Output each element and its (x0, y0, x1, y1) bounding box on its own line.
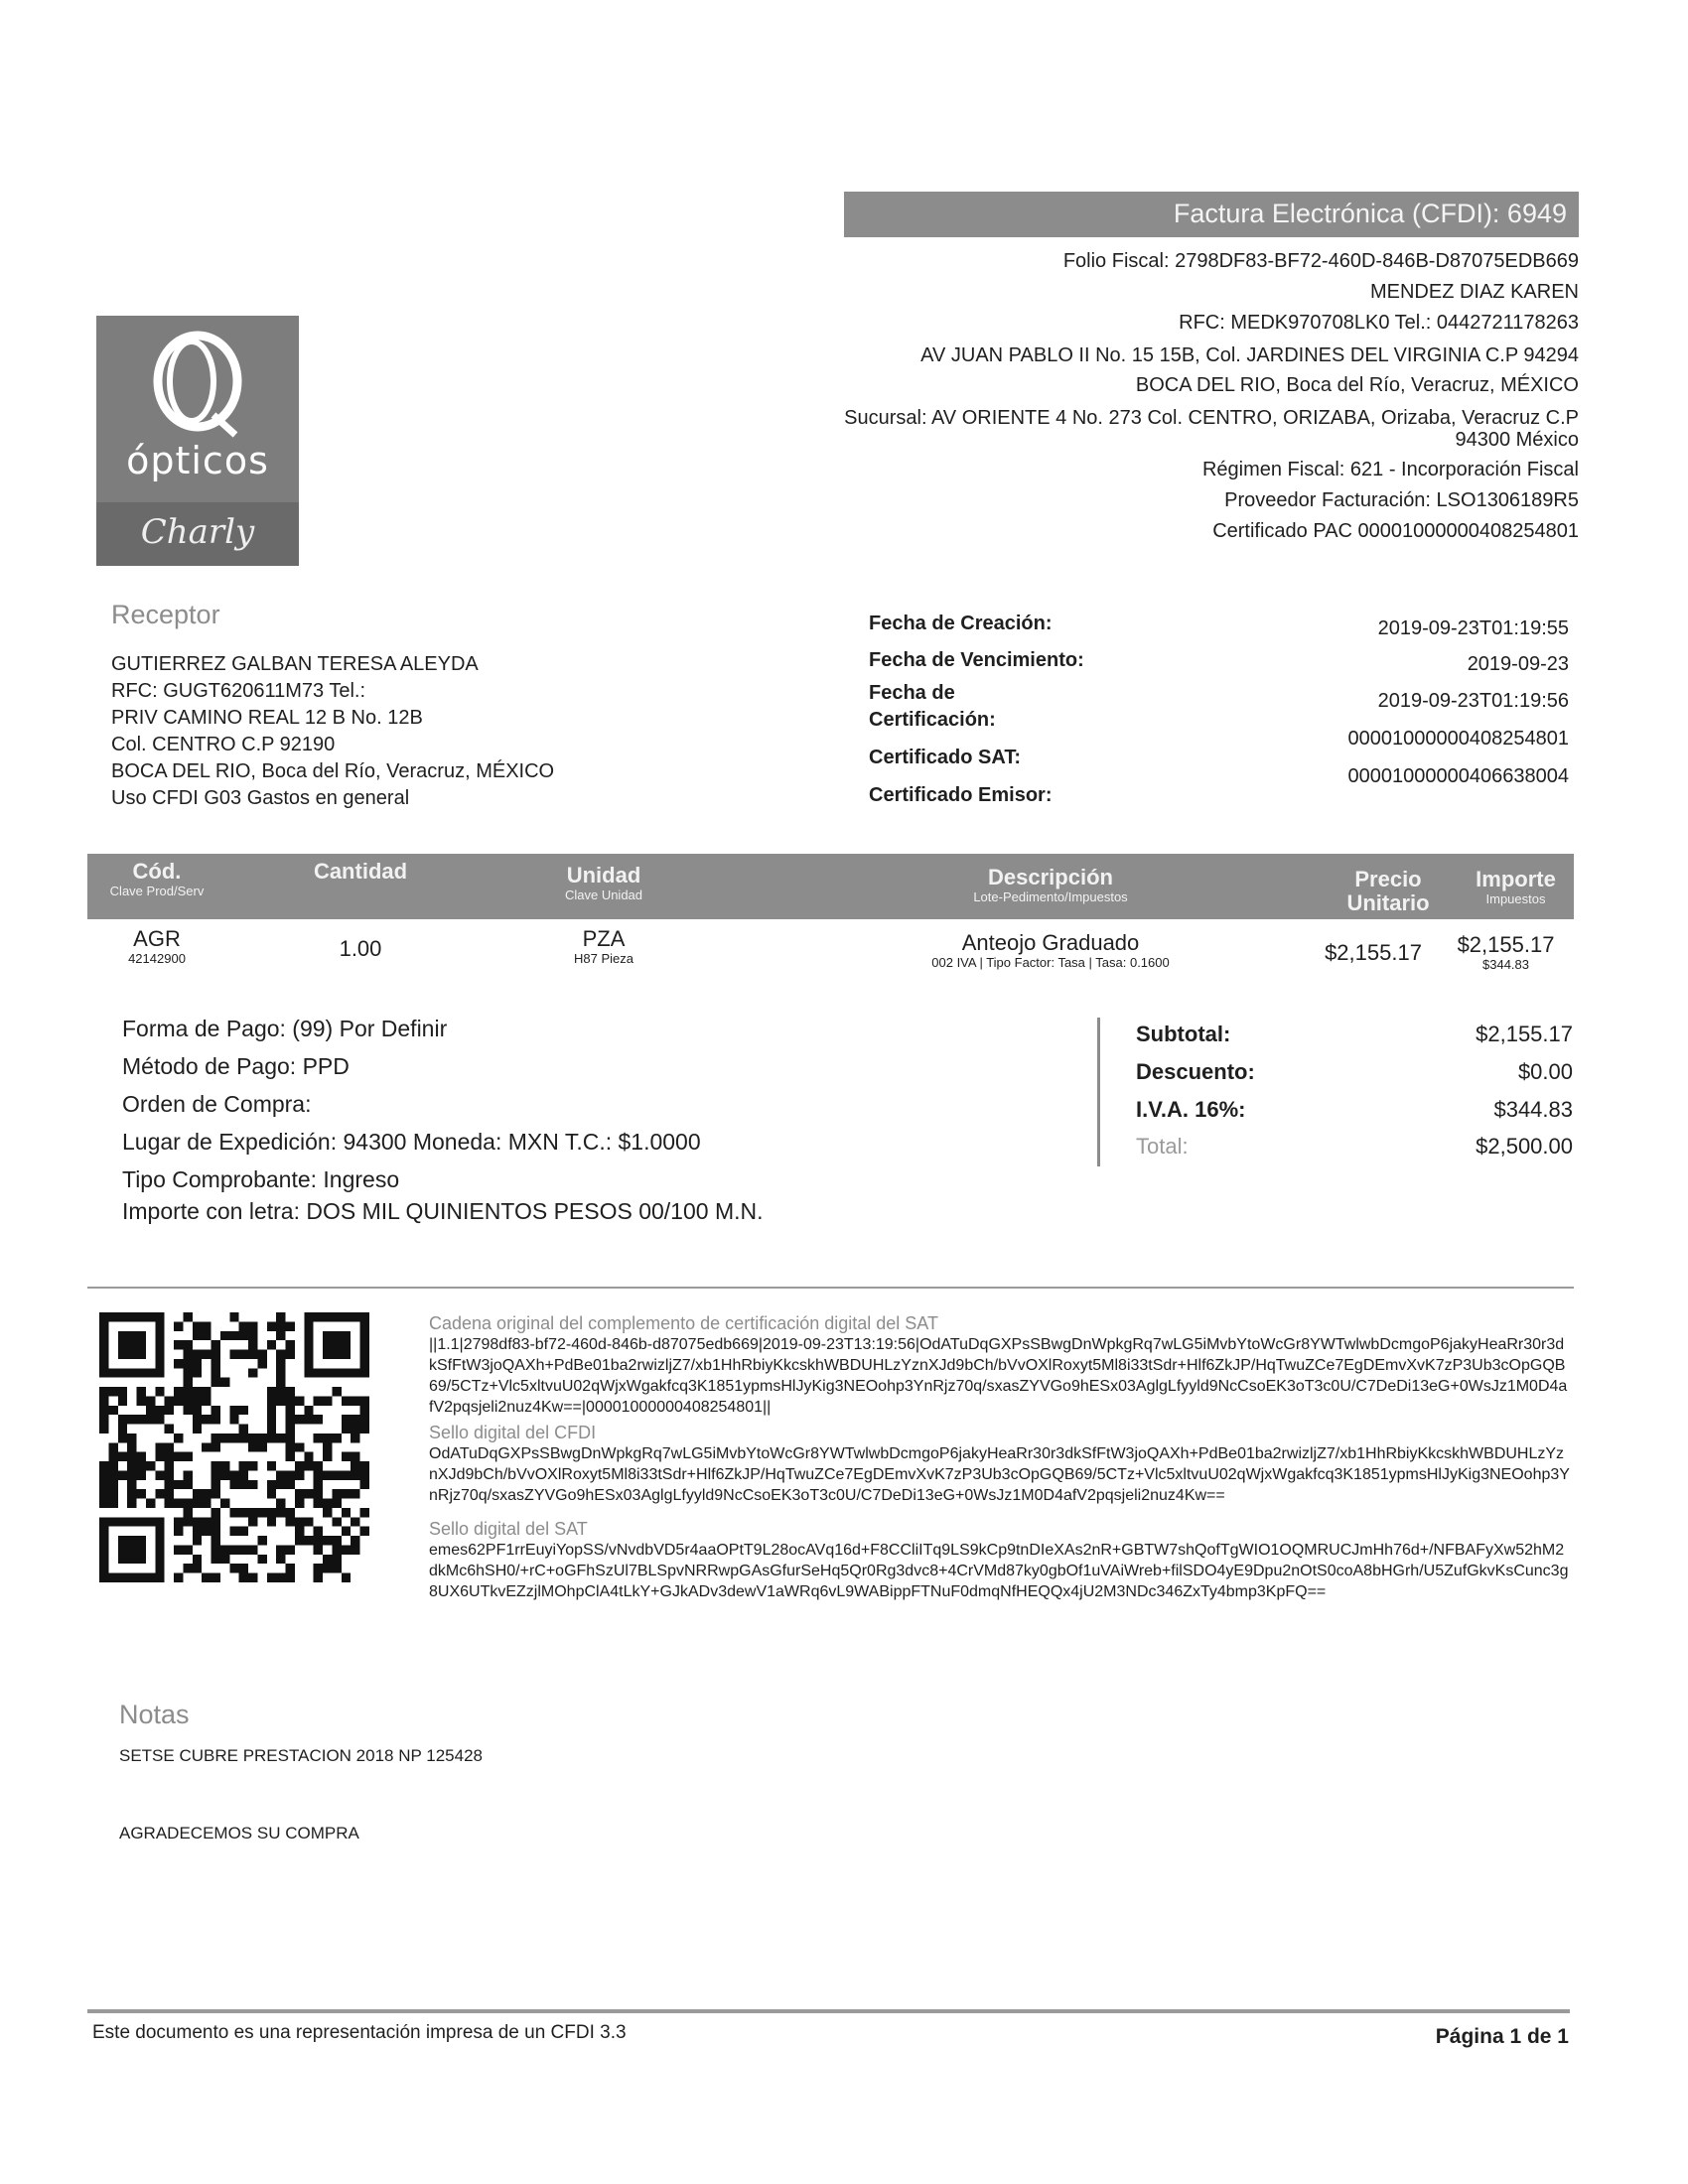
logo-mark-icon (96, 316, 299, 445)
invoice-title-bar (844, 192, 1579, 237)
qr-code (99, 1312, 369, 1582)
total-value: $2,500.00 (1476, 1134, 1573, 1159)
label-certificado-emisor: Certificado Emisor: (869, 784, 1053, 806)
label-certificado-sat: Certificado SAT: (869, 747, 1021, 768)
issuer-rfc: RFC: MEDK970708LK0 Tel.: 0442721178263 (1179, 312, 1579, 334)
receptor-label: Receptor (111, 600, 220, 629)
receptor-name: GUTIERREZ GALBAN TERESA ALEYDA (111, 653, 479, 675)
note-line-2: AGRADECEMOS SU COMPRA (119, 1824, 359, 1843)
value-fecha-certificacion: 2019-09-23T01:19:56 (1377, 690, 1569, 712)
issuer-name: MENDEZ DIAZ KAREN (1369, 281, 1579, 303)
th-unidad-sub: Clave Unidad (564, 887, 643, 902)
descuento-label: Descuento: (1136, 1059, 1255, 1084)
th-importe-label: Importe (1476, 867, 1556, 891)
th-precio (1319, 868, 1458, 915)
receptor-colonia: Col. CENTRO C.P 92190 (111, 734, 336, 755)
receptor-uso-cfdi: Uso CFDI G03 Gastos en general (111, 787, 410, 809)
lugar-expedicion: Lugar de Expedición: 94300 Moneda: MXN T.C.: $1.0000 (122, 1129, 701, 1155)
importe-letra: Importe con letra: DOS MIL QUINIENTOS PESOS 00/100 M.N. (122, 1198, 764, 1224)
page-number: Página 1 de 1 (1435, 2025, 1569, 2048)
issuer-info (824, 246, 1579, 547)
label-fecha-creacion: Fecha de Creación: (869, 613, 1053, 634)
th-cantidad (286, 860, 435, 884)
td-precio-value: $2,155.17 (1325, 940, 1422, 965)
total-label: Total: (1136, 1134, 1189, 1159)
descuento-value: $0.00 (1517, 1059, 1573, 1084)
issuer-proveedor: Proveedor Facturación: LSO1306189R5 (1224, 489, 1579, 511)
value-fecha-vencimiento: 2019-09-23 (1467, 653, 1569, 675)
notes-label: Notas (119, 1700, 190, 1729)
payment-info (122, 1013, 764, 1227)
td-importe-impuestos: $344.83 (1482, 957, 1529, 972)
date-values (1348, 615, 1569, 790)
metodo-pago: Método de Pago: PPD (122, 1053, 350, 1079)
note-line-1: SETSE CUBRE PRESTACION 2018 NP 125428 (119, 1746, 483, 1765)
digital-seals (429, 1312, 1571, 1606)
footer-text: Este documento es una representación impresa de un CFDI 3.3 (92, 2022, 627, 2043)
label-fecha-certificacion-2: Certificación: (869, 709, 996, 731)
th-cantidad-label: Cantidad (313, 859, 408, 884)
footer-divider (87, 2009, 1570, 2013)
items-table-header (87, 854, 1574, 919)
td-importe-value: $2,155.17 (1457, 932, 1555, 957)
section-divider (87, 1287, 1574, 1289)
table-row (87, 927, 1574, 991)
td-cod-value: AGR (133, 926, 181, 951)
subtotal-label: Subtotal: (1136, 1022, 1231, 1046)
forma-pago: Forma de Pago: (99) Por Definir (122, 1016, 448, 1041)
value-certificado-emisor: 00001000000406638004 (1347, 765, 1569, 787)
cadena-original-label: Cadena original del complemento de certificación digital del SAT (429, 1313, 938, 1333)
totals-box (1097, 1018, 1577, 1166)
iva-value: $344.83 (1493, 1097, 1573, 1122)
sello-sat: emes62PF1rrEuyiYopSS/vNvdbVD5r4aaOPtT9L28ocAVq16d+F8CCliITq9LS9kCp9tnDIeXAs2nR+GBTW7shQofTgWIO1OQMRUCJmHh76d+/NFBAFyXw52hM2dkMc6hSH0/+rC+oGFhSzUl7BLSpvNRRwpGAsGfurSeHq5Qr0Rg3dvc8+4CrVMd87ky0gbOf1uVAiWreb+filSDO4yE9Dpu2nOtS0coA8bHGrh/U5ZufGkvKsCunc3g8UX6UTkvEZzjlMOhpClA4tLkY+GJkADv3dewV1aWRq6vL9WABippFTNuF0dmqNfHEQQx4jU2M3NDc346ZxTy4bmp3KpFQ== (429, 1542, 1569, 1600)
sello-cfdi: OdATuDqGXPsSBwgDnWpkgRq7wLG5iMvbYtoWcGr8YWTwlwbDcmgoP6jakyHeaRr30r3dkSfFtW3joQAXh+PdBe01ba2rwizljZ7/xb1HhRbiyKkcskhWBDUHLzYznXJd9bCh/bVvOXlRoxyt5Ml8i33tSdr+Hlf6ZkJP/HqTwuZCe7EgDEmvXvK7zP3Ub3cOpGQB69/5CTz+Vlc5xltvuU02qWjxWgakfcq3K1851ypmsHlJyKig3NEOohp3YnRjz70q/sxasZYVGo9hESx03AglgLfyyld9NcCsoEK3oT3c0U/C7DeDi13eG+0WsJz1M0D4afV2pqsjeli2nuz4Kw== (429, 1445, 1570, 1504)
td-unidad-value: PZA (582, 926, 626, 951)
iva-label: I.V.A. 16%: (1136, 1097, 1246, 1122)
issuer-address: AV JUAN PABLO II No. 15 15B, Col. JARDINES DEL VIRGINIA C.P 94294 (920, 344, 1579, 366)
issuer-certificado-pac: Certificado PAC 00001000000408254801 (1212, 520, 1579, 542)
receptor-rfc: RFC: GUGT620611M73 Tel.: (111, 680, 366, 702)
issuer-city: BOCA DEL RIO, Boca del Río, Veracruz, MÉXICO (1135, 374, 1579, 396)
th-cod-label: Cód. (132, 859, 182, 884)
receptor-info (111, 651, 554, 812)
th-precio-label-1: Precio (1354, 867, 1422, 891)
th-descripcion (852, 866, 1249, 904)
td-clave-value: 42142900 (128, 951, 186, 966)
sello-cfdi-label: Sello digital del CFDI (429, 1423, 597, 1442)
tipo-comprobante: Tipo Comprobante: Ingreso (122, 1166, 400, 1192)
th-importe (1458, 868, 1574, 906)
issuer-regimen: Régimen Fiscal: 621 - Incorporación Fiscal (1201, 459, 1579, 480)
issuer-sucursal: Sucursal: AV ORIENTE 4 No. 273 Col. CENTRO, ORIZABA, Orizaba, Veracruz C.P 94300 México (844, 407, 1579, 451)
th-cod (87, 860, 226, 898)
receptor-address: PRIV CAMINO REAL 12 B No. 12B (111, 707, 423, 729)
label-fecha-certificacion-1: Fecha de (869, 682, 955, 704)
td-descripcion (802, 931, 1299, 970)
value-fecha-creacion: 2019-09-23T01:19:55 (1377, 617, 1569, 639)
td-cantidad (286, 937, 435, 961)
td-cantidad-value: 1.00 (339, 936, 382, 961)
td-precio (1299, 941, 1448, 965)
label-fecha-vencimiento: Fecha de Vencimiento: (869, 649, 1084, 671)
value-certificado-sat: 00001000000408254801 (1347, 728, 1569, 750)
td-cod (87, 927, 226, 966)
td-impuestos-value: 002 IVA | Tipo Factor: Tasa | Tasa: 0.1600 (931, 955, 1170, 970)
logo-brand-text: ópticos (126, 439, 269, 482)
th-unidad (494, 864, 713, 902)
td-unidad (494, 927, 713, 966)
td-clave-unidad-value: H87 Pieza (574, 951, 633, 966)
date-labels (869, 611, 1084, 809)
receptor-city: BOCA DEL RIO, Boca del Río, Veracruz, MÉXICO (111, 760, 555, 782)
company-logo (96, 316, 299, 566)
th-importe-sub: Impuestos (1485, 891, 1546, 906)
th-precio-label-2: Unitario (1346, 890, 1430, 915)
th-descripcion-label: Descripción (988, 865, 1113, 889)
th-cod-sub: Clave Prod/Serv (109, 884, 205, 898)
td-importe (1438, 933, 1574, 972)
cadena-original: ||1.1|2798df83-bf72-460d-846b-d87075edb669|2019-09-23T13:19:56|OdATuDqGXPsSBwgDnWpkgRq7wLG5iMvbYtoWcGr8YWTwlwbDcmgoP6jakyHeaRr30r3dkSfFtW3joQAXh+PdBe01ba2rwizljZ7/xb1HhRbiyKkcskhWBDUHLzYznXJd9bCh/bVvOXlRoxyt5Ml8i33tSdr+Hlf6ZkJP/HqTwuZCe7EgDEmvXvK7zP3Ub3cOpGQB69/5CTz+Vlc5xltvuU02qWjxWgakfcq3K1851ypmsHlJyKig3NEOohp3YnRjz70q/sxasZYVGo9hESx03AglgLfyyld9NcCsoEK3oT3c0U/C7DeDi13eG+0WsJz1M0D4afV2pqsjeli2nuz4Kw==|00001000000408254801|| (429, 1336, 1568, 1416)
td-descripcion-value: Anteojo Graduado (961, 930, 1140, 955)
subtotal-value: $2,155.17 (1476, 1022, 1573, 1046)
orden-compra: Orden de Compra: (122, 1091, 312, 1117)
notes-section (119, 1700, 483, 1843)
folio-fiscal: Folio Fiscal: 2798DF83-BF72-460D-846B-D87075EDB669 (1062, 250, 1579, 272)
invoice-title: Factura Electrónica (CFDI): 6949 (1173, 199, 1567, 228)
sello-sat-label: Sello digital del SAT (429, 1519, 588, 1539)
th-unidad-label: Unidad (566, 863, 641, 887)
th-descripcion-sub: Lote-Pedimento/Impuestos (973, 889, 1128, 904)
logo-script-text: Charly (140, 512, 255, 552)
